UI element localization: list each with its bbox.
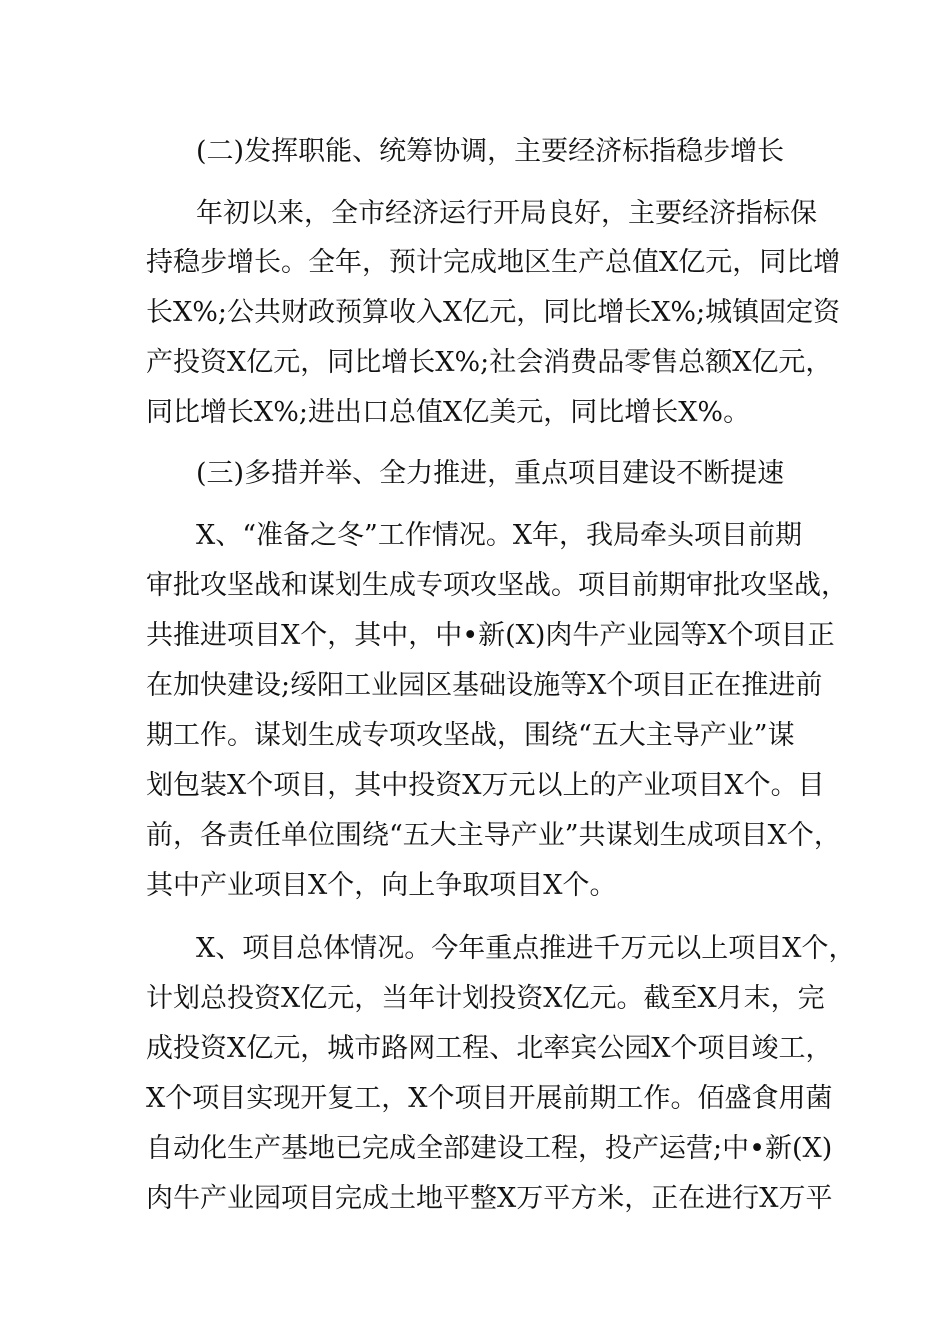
paragraph-line: 审批攻坚战和谋划生成专项攻坚战。项目前期审批攻坚战， [146,570,848,601]
paragraph-line: 年初以来，全市经济运行开局良好，主要经济指标保 [196,198,817,229]
paragraph-line: 期工作。谋划生成专项攻坚战，围绕“五大主导产业”谋 [146,720,795,751]
paragraph-line: X、项目总体情况。今年重点推进千万元以上项目X个， [196,933,856,964]
paragraph-line: 前，各责任单位围绕“五大主导产业”共谋划生成项目X个， [146,820,841,851]
paragraph-line: 其中产业项目X个，向上争取项目X个。 [146,870,617,901]
paragraph-line: 长X%;公共财政预算收入X亿元，同比增长X%;城镇固定资 [146,297,841,328]
paragraph-line: X个项目实现开复工，X个项目开展前期工作。佰盛食用菌 [146,1083,833,1114]
paragraph-line: 持稳步增长。全年，预计完成地区生产总值X亿元，同比增 [146,247,841,278]
paragraph-line: 共推进项目X个，其中，中•新(X)肉牛产业园等X个项目正 [146,620,835,651]
paragraph-line: 在加快建设;绥阳工业园区基础设施等X个项目正在推进前 [146,670,823,701]
paragraph-line: 肉牛产业园项目完成土地平整X万平方米，正在进行X万平 [146,1183,833,1214]
paragraph-line: 同比增长X%;进出口总值X亿美元，同比增长X%。 [146,397,751,428]
paragraph-line: 自动化生产基地已完成全部建设工程，投产运营;中•新(X) [146,1133,833,1164]
paragraph-line: 计划总投资X亿元，当年计划投资X亿元。截至X月末，完 [146,983,825,1014]
paragraph-line: 成投资X亿元，城市路网工程、北率宾公园X个项目竣工， [146,1033,833,1064]
section-heading-2: (二)发挥职能、统筹协调，主要经济标指稳步增长 [196,136,785,167]
paragraph-line: 产投资X亿元，同比增长X%;社会消费品零售总额X亿元， [146,347,833,378]
section-heading-3: (三)多措并举、全力推进，重点项目建设不断提速 [196,458,785,489]
paragraph-line: X、“准备之冬”工作情况。X年，我局牵头项目前期 [196,520,803,551]
paragraph-line: 划包装X个项目，其中投资X万元以上的产业项目X个。目 [146,770,825,801]
